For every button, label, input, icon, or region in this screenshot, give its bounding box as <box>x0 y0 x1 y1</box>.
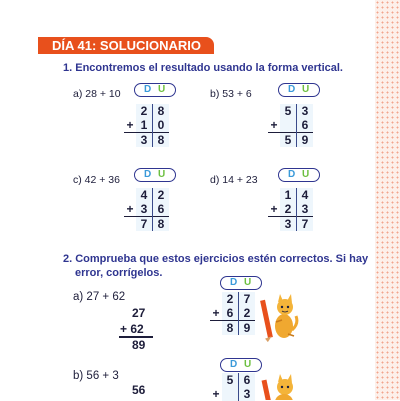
du-header: D U <box>278 168 320 182</box>
q2-instruction-cont: error, corrígelos. <box>75 267 163 279</box>
q1-instruction: 1. Encontremos el resultado usando la forma vertical. <box>63 62 343 74</box>
q2-instruction: 2. Comprueba que estos ejercicios estén correctos. Si hay <box>63 253 369 265</box>
q1-c-grid: 4 2 + 3 6 7 8 <box>124 188 169 231</box>
du-header: D U <box>134 168 176 182</box>
q1-d-label: d) 14 + 23 <box>210 174 258 186</box>
q2-b-plain-top: 56 <box>132 383 146 397</box>
du-header: D U <box>220 276 262 290</box>
q2-a-grid: 2 7 + 6 2 8 9 <box>210 292 255 335</box>
q1-b-label: b) 53 + 6 <box>210 88 252 100</box>
q2-a-plain-top: 27 <box>132 306 146 320</box>
q1-d-grid: 1 4 + 2 3 3 7 <box>268 188 313 231</box>
decorative-dotted-sidebar <box>375 0 400 400</box>
q1-c-label: c) 42 + 36 <box>73 174 120 186</box>
cat-with-pencil-illustration-partial <box>260 372 300 400</box>
cat-with-pencil-illustration <box>260 292 300 342</box>
q2-b-grid: 5 6 + 3 <box>210 373 255 401</box>
q1-a-grid: 2 8 + 1 0 3 8 <box>124 104 169 147</box>
du-header: D U <box>278 83 320 97</box>
q1-a-label: a) 28 + 10 <box>73 88 121 100</box>
q2-b-label: b) 56 + 3 <box>73 370 119 382</box>
q2-a-label: a) 27 + 62 <box>73 291 126 303</box>
du-header: D U <box>134 83 176 97</box>
du-header: D U <box>220 358 262 372</box>
q2-a-plain-sum: 89 <box>132 338 146 352</box>
q2-a-plain-addend: + 62 <box>120 322 144 336</box>
page-title: DÍA 41: SOLUCIONARIO <box>52 38 202 53</box>
q1-b-grid: 5 3 + 6 5 9 <box>268 104 313 147</box>
